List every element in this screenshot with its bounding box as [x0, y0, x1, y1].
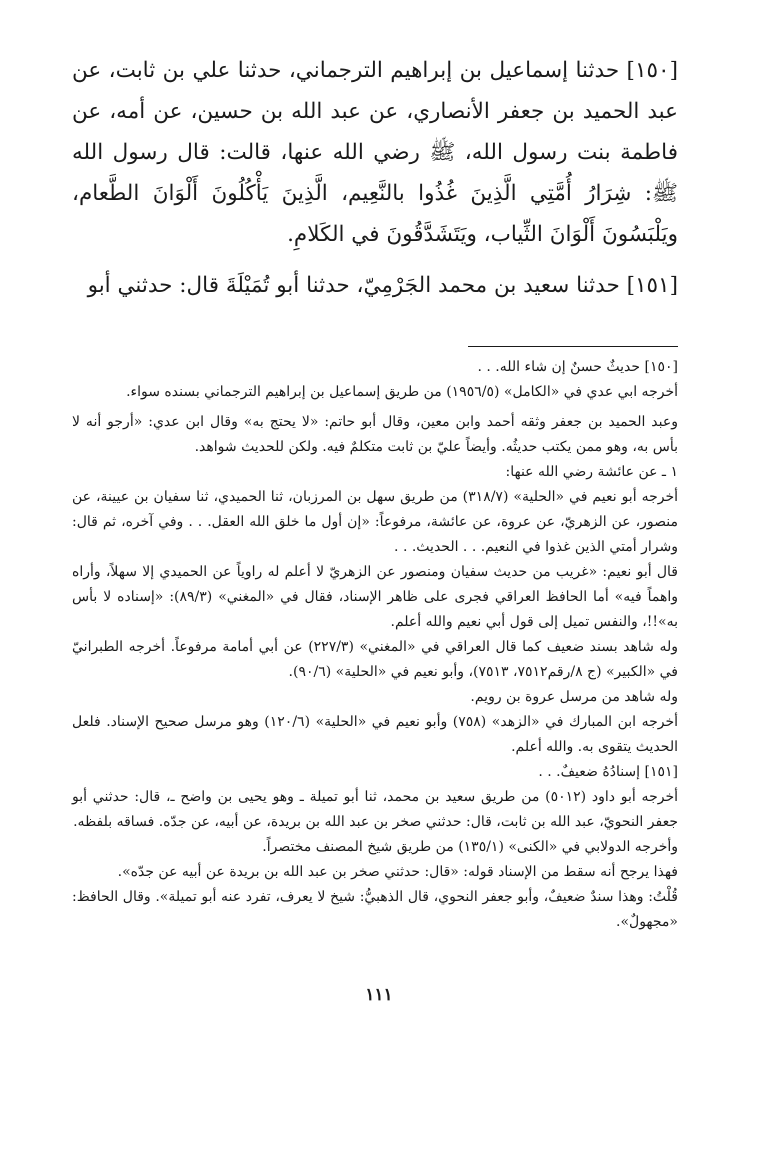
- footnotes: [72, 355, 678, 935]
- footnote-paragraph: قال أبو نعيم: «غريب من حديث سفيان ومنصور عن الزهريّ لا أعلم له راوياً عن الحميدي إلا سهلاً، وأراه واهماً فيه» أما الحافظ العراقي فجرى على ظاهر الإسناد، فقال في «المغني» (٨٩/٣): «إسناده لا بأس به»!!، والنفس تميل إلى قول أبي نعيم والله أعلم.: [72, 564, 678, 630]
- footnote-paragraph: أخرجه أبو نعيم في «الحلية» (٣١٨/٧) من طريق سهل بن المرزبان، ثنا الحميدي، ثنا سفيان بن عيينة، عن منصور، عن الزهريّ، عن عروة، عن عائشة، مرفوعاً: «إن أول ما خلق الله العقل. . . وفي آخره، ثم قال: وشرار أمتي الذين غذوا في النعيم. . . الحديث. . .: [72, 489, 678, 555]
- footnote-paragraph: أخرجه ابن المبارك في «الزهد» (٧٥٨) وأبو نعيم في «الحلية» (١٢٠/٦) وهو مرسل صحيح الإسناد. فلعل الحديث يتقوى به. والله أعلم.: [72, 714, 678, 755]
- footnote-paragraph: قُلْتُ: وهذا سندٌ ضعيفٌ، وأبو جعفر النحوي، قال الذهبيُّ: شيخ لا يعرف، تفرد عنه أبو تميلة». وقال الحافظ: «مجهولٌ».: [72, 889, 678, 930]
- page-number: ١١١: [365, 985, 393, 1005]
- hadith-151: [١٥١] حدثنا سعيد بن محمد الجَرْمِيّ، حدثنا أبو تُمَيْلَةَ قال: حدثني أبو: [87, 273, 678, 298]
- footnote-paragraph: وله شاهد من مرسل عروة بن رويم.: [470, 689, 678, 705]
- footnote-151-grade: [١٥١] إسنادُهُ ضعيفٌ. . .: [538, 764, 678, 780]
- footnote-paragraph: وعبد الحميد بن جعفر وثقه أحمد وابن معين، وقال أبو حاتم: «لا يحتج به» وقال ابن عدي: «أرجو أنه لا بأس به، وهو ممن يكتب حديثُه. وأيضاً عليّ بن ثابت متكلمٌ فيه. ولكن للحديث شواهد.: [72, 414, 678, 455]
- book-page: [72, 50, 678, 935]
- footnote-separator: [468, 346, 678, 347]
- hadith-150: [١٥٠] حدثنا إسماعيل بن إبراهيم الترجماني، حدثنا علي بن ثابت، عن عبد الحميد بن جعفر الأنصاري، عن عبد الله بن حسين، عن أمه، عن فاطمة بنت رسول الله، ﷺ رضي الله عنها، قالت: قال رسول الله ﷺ: شِرَارُ أُمَّتِي الَّذِينَ غُذُوا بالنَّعِيم، الَّذِينَ يَأْكُلُونَ أَلْوَانَ الطَّعام، ويَلْبَسُونَ أَلْوَانَ الثِّياب، ويَتَشَدَّقُونَ في الكَلامِ.: [72, 58, 678, 247]
- footnote-paragraph: أخرجه أبو داود (٥٠١٢) من طريق سعيد بن محمد، ثنا أبو تميلة ـ وهو يحيى بن واضح ـ، قال: حدثني أبو جعفر النحويّ، عبد الله بن ثابت، قال: حدثني صخر بن عبد الله بن بريدة، عن أبيه، عن جدّه. فساقه بلفظه.: [72, 789, 678, 830]
- main-text: [72, 50, 678, 306]
- footnote-150-grade: [١٥٠] حديثٌ حسنٌ إن شاء الله. . .: [477, 359, 678, 375]
- footnote-paragraph: ١ ـ عن عائشة رضي الله عنها:: [505, 464, 678, 480]
- footnote-paragraph: وأخرجه الدولابي في «الكنى» (١٣٥/١) من طريق شيخ المصنف مختصراً.: [262, 839, 678, 855]
- footnote-paragraph: وله شاهد بسند ضعيف كما قال العراقي في «المغني» (٢٢٧/٣) عن أبي أمامة مرفوعاً. أخرجه الطبرانيّ في «الكبير» (ج ٨/رقم٧٥١٢، ٧٥١٣)، وأبو نعيم في «الحلية» (٩٠/٦).: [72, 639, 678, 680]
- footnote-paragraph: أخرجه ابي عدي في «الكامل» (١٩٥٦/٥) من طريق إسماعيل بن إبراهيم الترجماني بسنده سواء.: [126, 384, 678, 400]
- footnote-paragraph: فهذا يرجح أنه سقط من الإسناد قوله: «قال: حدثني صخر بن عبد الله بن بريدة عن أبيه عن جدّه».: [117, 864, 678, 880]
